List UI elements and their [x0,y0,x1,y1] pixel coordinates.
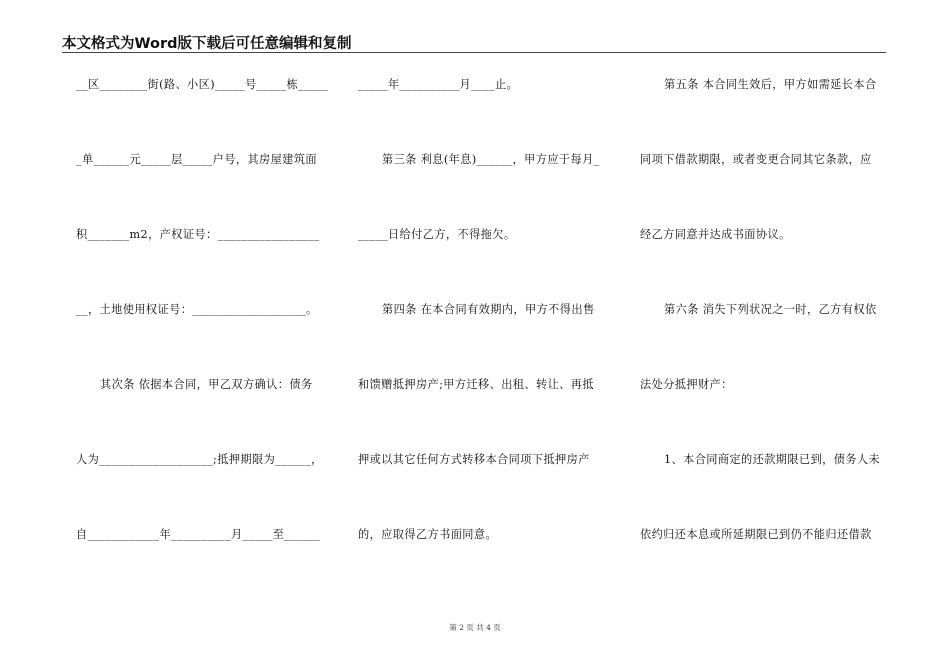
text-line: 同项下借款期限，或者变更合同其它条款，应 [640,153,872,166]
text-line: 的，应取得乙方书面同意。 [358,528,498,541]
text-line: _____日给付乙方，不得拖欠。 [358,228,516,241]
text-line: 其次条 依据本合同，甲乙双方确认：债务 [100,378,313,391]
text-line: 依约归还本息或所延期限已到仍不能归还借款 [640,528,872,541]
header-divider [62,52,886,53]
text-line: _____年__________月____止。 [358,78,519,91]
text-line: 第六条 消失下列状况之一时，乙方有权依 [664,303,877,316]
text-line: 人为___________________;抵押期限为______， [76,453,323,466]
text-line: 和馈赠抵押房产;甲方迁移、出租、转让、再抵 [358,378,594,391]
text-line: 第三条 利息(年息)______，甲方应于每月_ [382,153,600,166]
document-header [62,30,886,54]
page-number: 第 2 页 共 4 页 [449,623,501,632]
text-line: 法处分抵押财产： [640,378,733,391]
text-line: 积_______m2，产权证号：_________________ [76,228,320,241]
text-line: 第四条 在本合同有效期内，甲方不得出售 [382,303,595,316]
text-line: 押或以其它任何方式转移本合同项下抵押房产 [358,453,590,466]
text-line: 经乙方同意并达成书面协议。 [640,228,791,241]
header-title: 本文格式为Word版下载后可任意编辑和复制 [62,36,352,52]
text-line: 1、本合同商定的还款期限已到，债务人未 [664,453,881,466]
text-line: 自____________年__________月_____至______ [76,528,321,541]
text-line: 第五条 本合同生效后，甲方如需延长本合 [664,78,877,91]
text-line: __，土地使用权证号：___________________。 [76,303,318,316]
text-line: __区________街(路、小区)_____号_____栋_____ [76,78,329,91]
text-line: _单______元_____层_____户号，其房屋建筑面 [76,153,317,166]
